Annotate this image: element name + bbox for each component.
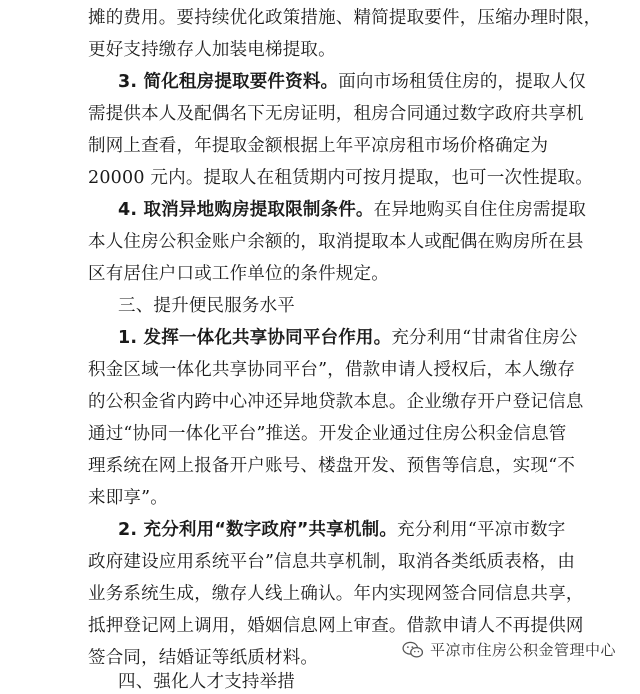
item-1-title: 1. 发挥一体化共享协同平台作用。充分利用“甘肃省住房公 xyxy=(118,328,578,348)
text-line: 通过“协同一体化平台”推送。开发企业通过住房公积金信息管 xyxy=(88,424,567,444)
text-line: 业务系统生成，缴存人线上确认。年内实现网签合同信息共享， xyxy=(88,584,584,604)
wechat-icon xyxy=(402,641,424,659)
text-line: 本人住房公积金账户余额的，取消提取本人或配偶在购房所在县 xyxy=(88,232,584,252)
text-line: 理系统在网上报备开户账号、楼盘开发、预售等信息，实现“不 xyxy=(88,456,576,476)
text-line: 制网上查看，年提取金额根据上年平凉房租市场价格确定为 xyxy=(88,136,549,156)
text-line: 来即享”。 xyxy=(88,488,168,508)
text-line: 抵押登记网上调用，婚姻信息网上审查。借款申请人不再提供网 xyxy=(88,616,584,636)
text-line: 签合同，结婚证等纸质材料。 xyxy=(88,648,319,668)
text-line: 区有居住户口或工作单位的条件规定。 xyxy=(88,264,389,284)
text-line: 摊的费用。要持续优化政策措施、精简提取要件，压缩办理时限， xyxy=(88,8,602,28)
text-line: 积金区域一体化共享协同平台”，借款申请人授权后，本人缴存 xyxy=(88,360,576,380)
item-4-title: 4. 取消异地购房提取限制条件。在异地购买自住住房需提取 xyxy=(118,200,587,220)
text-line: 20000 元内。提取人在租赁期内可按月提取，也可一次性提取。 xyxy=(88,168,593,188)
section-heading-3: 三、提升便民服务水平 xyxy=(118,296,295,316)
text-line: 政府建设应用系统平台”信息共享机制，取消各类纸质表格，由 xyxy=(88,552,576,572)
item-3-title: 3. 简化租房提取要件资料。面向市场租赁住房的，提取人仅 xyxy=(118,72,587,92)
text-line: 更好支持缴存人加装电梯提取。 xyxy=(88,40,336,60)
item-2-title: 2. 充分利用“数字政府”共享机制。充分利用“平凉市数字 xyxy=(118,520,566,540)
text-line: 的公积金省内跨中心冲还异地贷款本息。企业缴存开户登记信息 xyxy=(88,392,584,412)
wechat-watermark xyxy=(398,637,620,662)
watermark-text: 平凉市住房公积金管理中心 xyxy=(429,641,616,659)
text-line: 需提供本人及配偶名下无房证明，租房合同通过数字政府共享机 xyxy=(88,104,584,124)
section-heading-4: 四、强化人才支持举措 xyxy=(118,672,295,692)
